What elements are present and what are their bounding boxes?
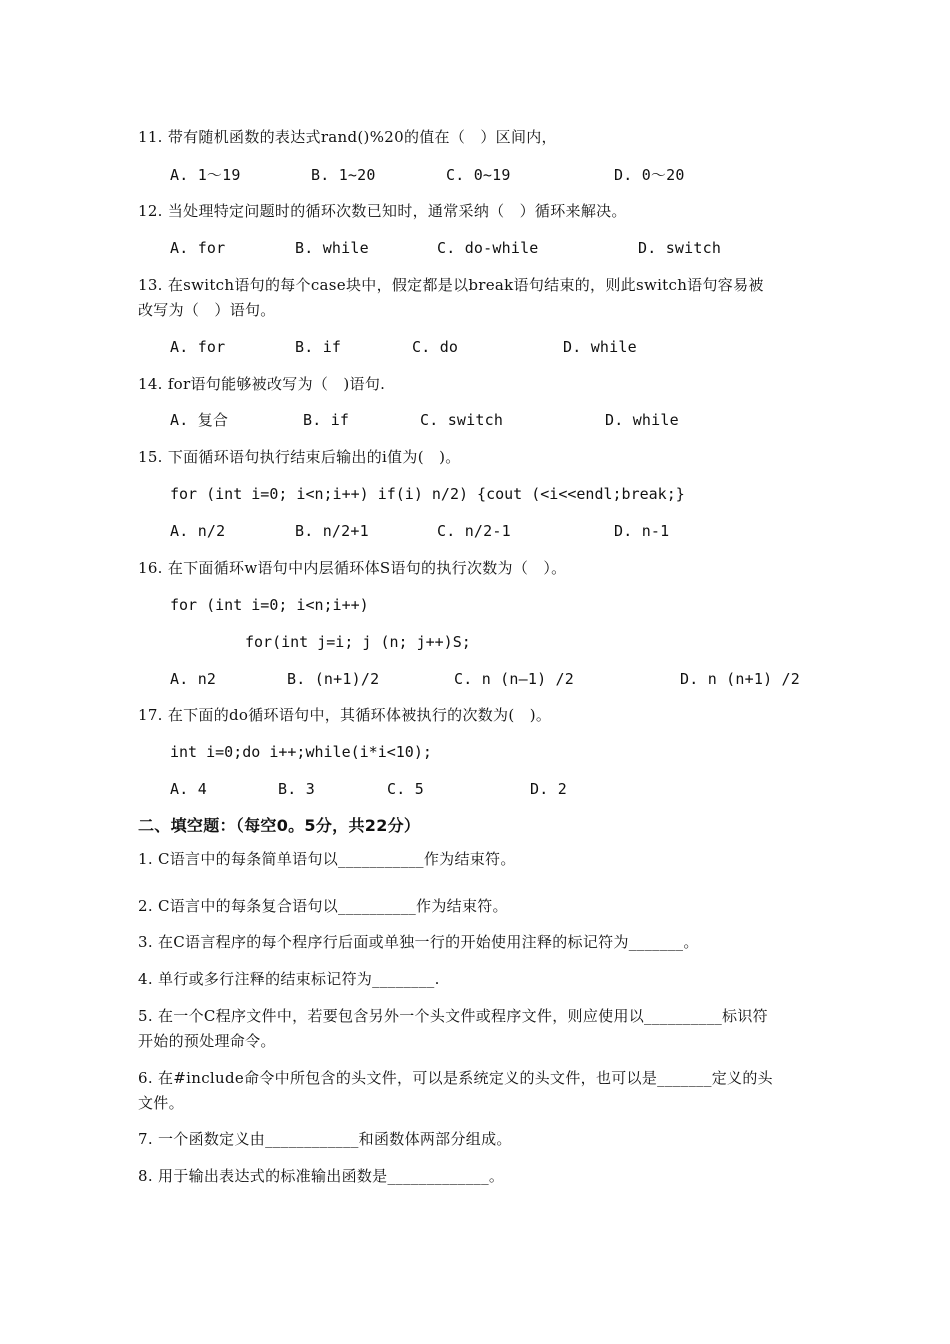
q15-option-b: B. n/2+1 bbox=[295, 522, 369, 540]
q16-option-d: D. n (n+1) /2 bbox=[680, 670, 800, 688]
q14-option-a: A. 复合 bbox=[170, 411, 229, 429]
q13-option-b: B. if bbox=[295, 338, 342, 356]
fill-question-5-line1: 5. 在一个C程序文件中，若要包含另外一个头文件或程序文件，则应使用以__________标识符 bbox=[138, 1007, 768, 1025]
q16-option-c: C. n (n—1) /2 bbox=[454, 670, 574, 688]
fill-question-5-line2: 开始的预处理命令。 bbox=[138, 1032, 276, 1050]
q17-option-d: D. 2 bbox=[530, 780, 567, 798]
q15-code: for (int i=0; i<n;i++) if(i) n/2) {cout (<i<<endl;break;} bbox=[170, 485, 685, 503]
q13-option-c: C. do bbox=[412, 338, 459, 356]
q16-code-inner: for(int j=i; j (n; j++)S; bbox=[245, 633, 471, 651]
question-15-text: 15. 下面循环语句执行结束后输出的i值为( )。 bbox=[138, 448, 461, 466]
question-14-text: 14. for语句能够被改写为（ )语句. bbox=[138, 375, 386, 393]
question-16-text: 16. 在下面循环w语句中内层循环体S语句的执行次数为（ ）。 bbox=[138, 559, 567, 577]
q16-option-a: A. n2 bbox=[170, 670, 217, 688]
q14-option-d: D. while bbox=[605, 411, 679, 429]
q14-option-b: B. if bbox=[303, 411, 350, 429]
q13-option-d: D. while bbox=[563, 338, 637, 356]
fill-question-6-line2: 文件。 bbox=[138, 1094, 184, 1112]
section-2-heading: 二、填空题：（每空0。5分，共22分） bbox=[138, 816, 421, 835]
q13-option-a: A. for bbox=[170, 338, 226, 356]
question-11-text: 11. 带有随机函数的表达式rand()%20的值在（ ）区间内， bbox=[138, 128, 557, 146]
q17-code: int i=0;do i++;while(i*i<10); bbox=[170, 743, 432, 761]
q12-option-b: B. while bbox=[295, 239, 369, 257]
question-17-text: 17. 在下面的do循环语句中，其循环体被执行的次数为( )。 bbox=[138, 706, 552, 724]
question-12-text: 12. 当处理特定问题时的循环次数已知时，通常采纳（ ）循环来解决。 bbox=[138, 202, 627, 220]
q14-option-c: C. switch bbox=[420, 411, 504, 429]
q12-option-d: D. switch bbox=[638, 239, 722, 257]
q15-option-a: A. n/2 bbox=[170, 522, 226, 540]
question-13-text-line1: 13. 在switch语句的每个case块中，假定都是以break语句结束的，则此switch语句容易被 bbox=[138, 276, 764, 294]
fill-question-3: 3. 在C语言程序的每个程序行后面或单独一行的开始使用注释的标记符为_______。 bbox=[138, 933, 699, 951]
q11-option-b: B. 1~20 bbox=[311, 166, 376, 184]
q16-code-outer: for (int i=0; i<n;i++) bbox=[170, 596, 369, 614]
q15-option-d: D. n-1 bbox=[614, 522, 670, 540]
fill-question-4: 4. 单行或多行注释的结束标记符为________. bbox=[138, 970, 440, 988]
fill-question-7: 7. 一个函数定义由____________和函数体两部分组成。 bbox=[138, 1130, 512, 1148]
q11-option-c: C. 0~19 bbox=[446, 166, 511, 184]
q11-option-a: A. 1～19 bbox=[170, 166, 241, 184]
fill-question-6-line1: 6. 在#include命令中所包含的头文件，可以是系统定义的头文件，也可以是_______定义的头 bbox=[138, 1069, 773, 1087]
q12-option-c: C. do-while bbox=[437, 239, 539, 257]
fill-question-8: 8. 用于输出表达式的标准输出函数是_____________。 bbox=[138, 1167, 505, 1185]
q17-option-a: A. 4 bbox=[170, 780, 207, 798]
q17-option-b: B. 3 bbox=[278, 780, 315, 798]
q12-option-a: A. for bbox=[170, 239, 226, 257]
fill-question-2: 2. C语言中的每条复合语句以__________作为结束符。 bbox=[138, 897, 508, 915]
q16-option-b: B. (n+1)/2 bbox=[287, 670, 380, 688]
q15-option-c: C. n/2-1 bbox=[437, 522, 511, 540]
q17-option-c: C. 5 bbox=[387, 780, 424, 798]
q11-option-d: D. 0～20 bbox=[614, 166, 685, 184]
question-13-text-line2: 改写为（ ）语句。 bbox=[138, 301, 276, 319]
fill-question-1: 1. C语言中的每条简单语句以___________作为结束符。 bbox=[138, 850, 516, 868]
